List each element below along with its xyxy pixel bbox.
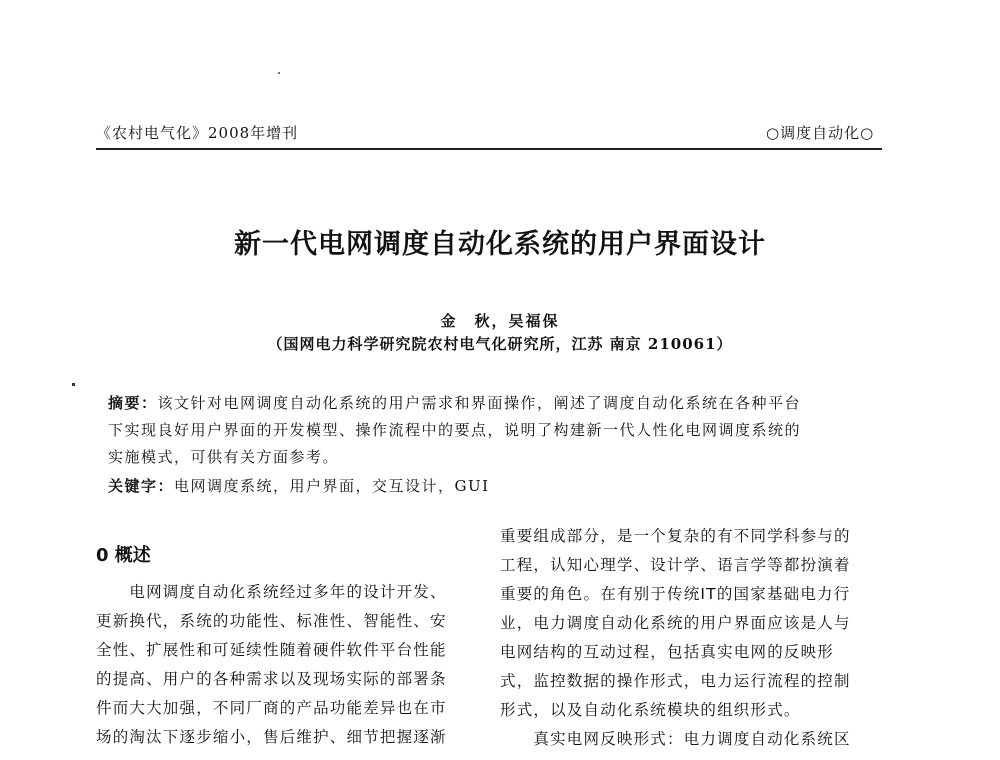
left-column-line: 全性、扩展性和可延续性随着硬件软件平台性能: [96, 641, 447, 659]
authors: 金 秋，吴福保: [440, 312, 560, 330]
paper-title: 新一代电网调度自动化系统的用户界面设计: [234, 229, 766, 260]
scan-speck: [72, 383, 75, 386]
journal-header: 《农村电气化》2008年增刊: [96, 124, 299, 142]
right-column-line: 式，监控数据的操作形式，电力运行流程的控制: [500, 672, 851, 690]
left-column-line: 的提高、用户的各种需求以及现场实际的部署条: [96, 670, 447, 688]
abstract-label: 摘要：: [108, 394, 158, 412]
right-column-line: 重要组成部分，是一个复杂的有不同学科参与的: [500, 527, 851, 545]
right-column-line: 重要的角色。在有别于传统IT的国家基础电力行: [500, 585, 851, 603]
right-column-line: 形式，以及自动化系统模块的组织形式。: [500, 701, 801, 719]
section-heading: 0 概述: [96, 545, 151, 566]
right-column-line: 电网结构的互动过程，包括真实电网的反映形: [500, 643, 835, 661]
right-column-line: 工程，认知心理学、设计学、语言学等都扮演着: [500, 556, 851, 574]
scan-speck: [278, 72, 280, 74]
left-column-line: 场的淘汰下逐步缩小，售后维护、细节把握逐渐: [96, 728, 447, 746]
header-rule: [96, 148, 882, 150]
abstract-line-2: 下实现良好用户界面的开发模型、操作流程中的要点，说明了构建新一代人性化电网调度系统的: [108, 421, 802, 439]
abstract-line-1: 摘要：该文针对电网调度自动化系统的用户需求和界面操作，阐述了调度自动化系统在各种平台: [108, 394, 802, 412]
right-column-line: 业，电力调度自动化系统的用户界面应该是人与: [500, 614, 851, 632]
left-column-line: 电网调度自动化系统经过多年的设计开发、: [96, 583, 447, 601]
keywords: [108, 475, 490, 496]
abstract-line-3: 实施模式，可供有关方面参考。: [108, 448, 340, 466]
affiliation: （国网电力科学研究院农村电气化研究所，江苏 南京 210061）: [267, 335, 733, 353]
section-header: ○调度自动化○: [766, 124, 875, 142]
left-column-line: 更新换代，系统的功能性、标准性、智能性、安: [96, 612, 447, 630]
keywords-text: 电网调度系统，用户界面，交互设计，GUI: [174, 477, 490, 495]
keywords-label: 关键字：: [108, 477, 175, 495]
right-column-line: 真实电网反映形式：电力调度自动化系统区: [500, 730, 851, 748]
left-column-line: 件而大大加强，不同厂商的产品功能差异也在市: [96, 699, 447, 717]
